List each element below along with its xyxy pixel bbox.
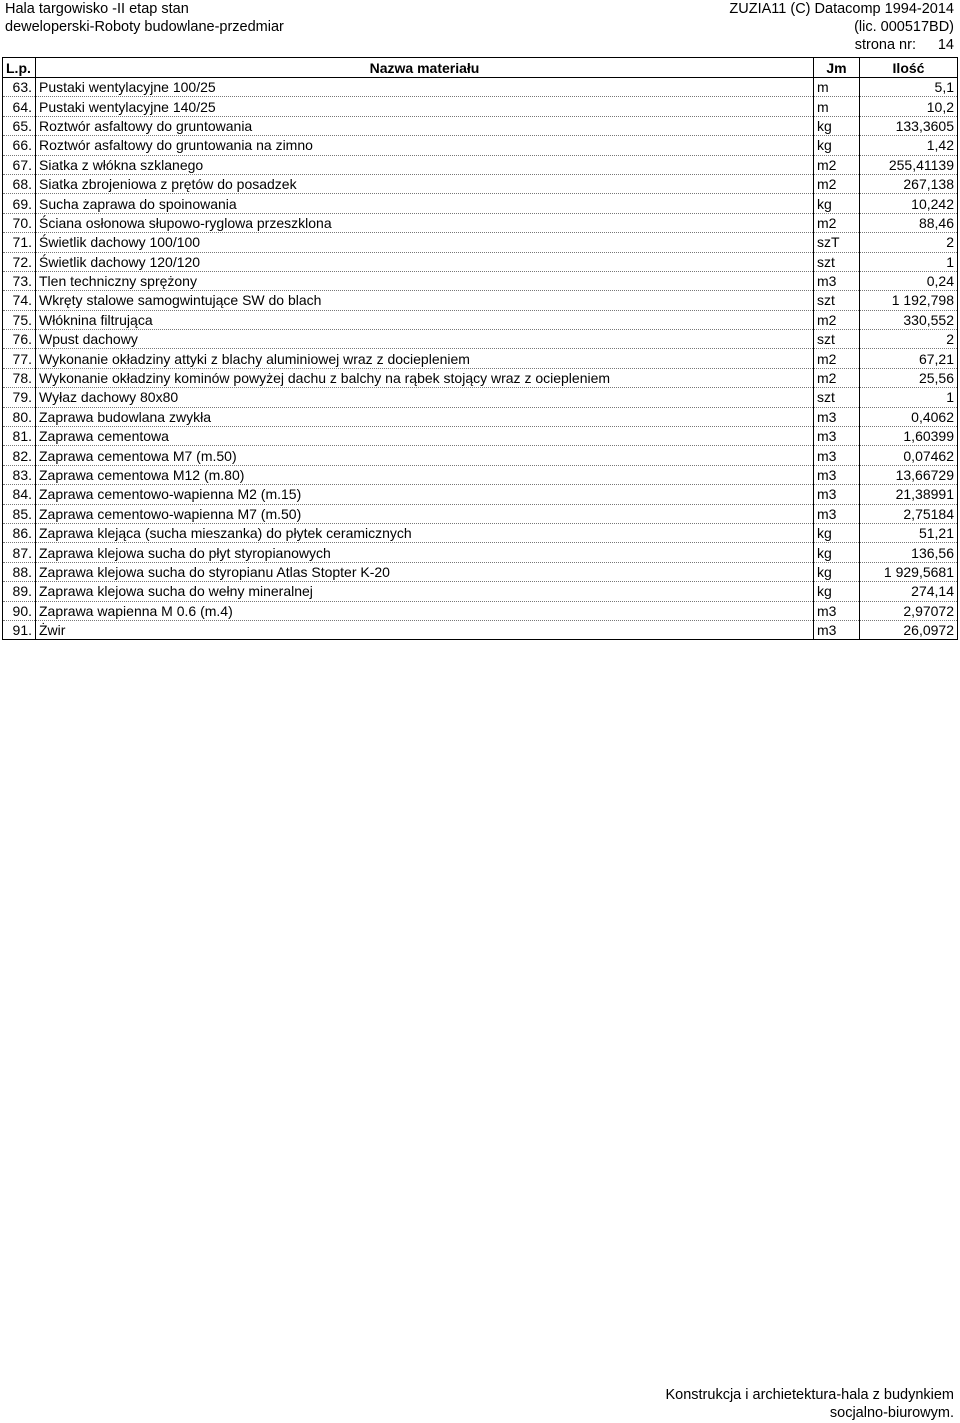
- row-quantity: 5,1: [860, 78, 958, 97]
- row-unit: kg: [814, 136, 860, 155]
- row-lp: 77.: [3, 349, 36, 368]
- row-lp: 83.: [3, 465, 36, 484]
- row-unit: m3: [814, 407, 860, 426]
- footer-line-1: Konstrukcja i archietektura-hala z budynkiem: [665, 1387, 954, 1403]
- row-unit: m3: [814, 601, 860, 620]
- table-row: [3, 291, 958, 310]
- row-name: Wkręty stalowe samogwintujące SW do blach: [36, 291, 814, 310]
- section-title: deweloperski-Roboty budowlane-przedmiar: [5, 19, 284, 35]
- page-indicator: [855, 36, 954, 54]
- table-row: [3, 543, 958, 562]
- column-header-name: Nazwa materiału: [36, 58, 814, 78]
- row-lp: 90.: [3, 601, 36, 620]
- row-quantity: 67,21: [860, 349, 958, 368]
- row-name: Sucha zaprawa do spoinowania: [36, 194, 814, 213]
- row-name: Świetlik dachowy 120/120: [36, 252, 814, 271]
- column-header-jm: Jm: [814, 58, 860, 78]
- row-unit: kg: [814, 523, 860, 542]
- row-quantity: 0,24: [860, 271, 958, 290]
- row-unit: szt: [814, 330, 860, 349]
- row-quantity: 2: [860, 233, 958, 252]
- row-unit: m3: [814, 427, 860, 446]
- row-lp: 78.: [3, 368, 36, 387]
- row-lp: 66.: [3, 136, 36, 155]
- table-row: [3, 330, 958, 349]
- row-unit: kg: [814, 116, 860, 135]
- row-name: Pustaki wentylacyjne 100/25: [36, 78, 814, 97]
- row-quantity: 2,75184: [860, 504, 958, 523]
- table-row: [3, 504, 958, 523]
- row-quantity: 255,41139: [860, 155, 958, 174]
- row-quantity: 88,46: [860, 213, 958, 232]
- row-quantity: 2: [860, 330, 958, 349]
- row-quantity: 10,2: [860, 97, 958, 116]
- row-name: Zaprawa cementowo-wapienna M7 (m.50): [36, 504, 814, 523]
- row-name: Wpust dachowy: [36, 330, 814, 349]
- table-row: [3, 523, 958, 542]
- row-quantity: 1,42: [860, 136, 958, 155]
- row-name: Siatka z włókna szklanego: [36, 155, 814, 174]
- table-row: [3, 601, 958, 620]
- row-name: Zaprawa klejowa sucha do wełny mineralnej: [36, 582, 814, 601]
- row-lp: 86.: [3, 523, 36, 542]
- table-row: [3, 78, 958, 97]
- table-row: [3, 271, 958, 290]
- row-name: Świetlik dachowy 100/100: [36, 233, 814, 252]
- row-quantity: 2,97072: [860, 601, 958, 620]
- row-unit: szt: [814, 388, 860, 407]
- row-unit: szT: [814, 233, 860, 252]
- table-row: [3, 97, 958, 116]
- row-name: Wykonanie okładziny attyki z blachy aluminiowej wraz z dociepleniem: [36, 349, 814, 368]
- row-lp: 85.: [3, 504, 36, 523]
- table-row: [3, 155, 958, 174]
- row-quantity: 0,4062: [860, 407, 958, 426]
- row-lp: 74.: [3, 291, 36, 310]
- table-row: [3, 620, 958, 639]
- row-unit: kg: [814, 543, 860, 562]
- table-row: [3, 465, 958, 484]
- row-quantity: 13,66729: [860, 465, 958, 484]
- table-body: [3, 78, 958, 640]
- table-row: [3, 116, 958, 135]
- row-lp: 79.: [3, 388, 36, 407]
- row-name: Roztwór asfaltowy do gruntowania: [36, 116, 814, 135]
- row-name: Wyłaz dachowy 80x80: [36, 388, 814, 407]
- table-row: [3, 427, 958, 446]
- row-unit: m2: [814, 368, 860, 387]
- row-quantity: 330,552: [860, 310, 958, 329]
- row-unit: kg: [814, 582, 860, 601]
- table-row: [3, 562, 958, 581]
- row-lp: 89.: [3, 582, 36, 601]
- page-label: strona nr:: [854, 37, 916, 53]
- row-lp: 67.: [3, 155, 36, 174]
- row-lp: 82.: [3, 446, 36, 465]
- footer: [665, 1386, 954, 1422]
- materials-table: [2, 57, 958, 640]
- row-lp: 81.: [3, 427, 36, 446]
- row-lp: 80.: [3, 407, 36, 426]
- table-row: [3, 136, 958, 155]
- row-lp: 69.: [3, 194, 36, 213]
- row-unit: m3: [814, 271, 860, 290]
- row-unit: m2: [814, 155, 860, 174]
- row-lp: 76.: [3, 330, 36, 349]
- row-name: Siatka zbrojeniowa z prętów do posadzek: [36, 174, 814, 193]
- row-quantity: 25,56: [860, 368, 958, 387]
- row-name: Zaprawa klejąca (sucha mieszanka) do płytek ceramicznych: [36, 523, 814, 542]
- table-row: [3, 388, 958, 407]
- row-lp: 87.: [3, 543, 36, 562]
- row-unit: kg: [814, 562, 860, 581]
- row-unit: szt: [814, 291, 860, 310]
- row-name: Tlen techniczny sprężony: [36, 271, 814, 290]
- row-unit: m3: [814, 465, 860, 484]
- table-row: [3, 349, 958, 368]
- row-name: Roztwór asfaltowy do gruntowania na zimno: [36, 136, 814, 155]
- table-row: [3, 582, 958, 601]
- row-unit: m3: [814, 620, 860, 639]
- row-lp: 75.: [3, 310, 36, 329]
- row-quantity: 1 192,798: [860, 291, 958, 310]
- table-row: [3, 233, 958, 252]
- row-name: Zaprawa klejowa sucha do płyt styropianowych: [36, 543, 814, 562]
- row-lp: 68.: [3, 174, 36, 193]
- software-info: ZUZIA11 (C) Datacomp 1994-2014: [729, 1, 954, 17]
- table-header-row: [3, 58, 958, 78]
- row-name: Ściana osłonowa słupowo-ryglowa przeszklona: [36, 213, 814, 232]
- row-unit: m2: [814, 174, 860, 193]
- row-name: Żwir: [36, 620, 814, 639]
- row-quantity: 1,60399: [860, 427, 958, 446]
- row-name: Zaprawa wapienna M 0.6 (m.4): [36, 601, 814, 620]
- row-lp: 91.: [3, 620, 36, 639]
- row-lp: 88.: [3, 562, 36, 581]
- table-row: [3, 174, 958, 193]
- row-lp: 64.: [3, 97, 36, 116]
- row-quantity: 21,38991: [860, 485, 958, 504]
- row-unit: m2: [814, 310, 860, 329]
- row-unit: m2: [814, 349, 860, 368]
- table-row: [3, 485, 958, 504]
- table-row: [3, 194, 958, 213]
- row-name: Zaprawa budowlana zwykła: [36, 407, 814, 426]
- header-left: [5, 0, 284, 36]
- licence-info: (lic. 000517BD): [854, 19, 954, 35]
- row-name: Zaprawa cementowa M7 (m.50): [36, 446, 814, 465]
- row-unit: kg: [814, 194, 860, 213]
- page-number: 14: [937, 37, 954, 53]
- row-quantity: 136,56: [860, 543, 958, 562]
- row-name: Zaprawa cementowa: [36, 427, 814, 446]
- table-row: [3, 407, 958, 426]
- row-name: Zaprawa cementowo-wapienna M2 (m.15): [36, 485, 814, 504]
- row-unit: m3: [814, 485, 860, 504]
- table-row: [3, 213, 958, 232]
- project-title: Hala targowisko -II etap stan: [5, 1, 189, 17]
- table-row: [3, 368, 958, 387]
- column-header-qty: Ilość: [860, 58, 958, 78]
- row-quantity: 267,138: [860, 174, 958, 193]
- row-lp: 72.: [3, 252, 36, 271]
- table-row: [3, 446, 958, 465]
- row-quantity: 0,07462: [860, 446, 958, 465]
- row-quantity: 51,21: [860, 523, 958, 542]
- row-unit: m: [814, 78, 860, 97]
- row-name: Włóknina filtrująca: [36, 310, 814, 329]
- row-unit: m3: [814, 504, 860, 523]
- row-name: Wykonanie okładziny kominów powyżej dachu z balchy na rąbek stojący wraz z ociepleniem: [36, 368, 814, 387]
- row-lp: 73.: [3, 271, 36, 290]
- row-quantity: 1: [860, 252, 958, 271]
- row-unit: m: [814, 97, 860, 116]
- table-row: [3, 310, 958, 329]
- row-quantity: 1: [860, 388, 958, 407]
- column-header-lp: L.p.: [3, 58, 36, 78]
- row-quantity: 10,242: [860, 194, 958, 213]
- row-name: Zaprawa cementowa M12 (m.80): [36, 465, 814, 484]
- row-name: Zaprawa klejowa sucha do styropianu Atlas Stopter K-20: [36, 562, 814, 581]
- row-lp: 70.: [3, 213, 36, 232]
- footer-line-2: socjalno-biurowym.: [829, 1405, 954, 1421]
- header-right: [729, 0, 954, 54]
- row-quantity: 274,14: [860, 582, 958, 601]
- row-lp: 84.: [3, 485, 36, 504]
- row-unit: szt: [814, 252, 860, 271]
- row-unit: m3: [814, 446, 860, 465]
- row-lp: 65.: [3, 116, 36, 135]
- row-name: Pustaki wentylacyjne 140/25: [36, 97, 814, 116]
- row-lp: 63.: [3, 78, 36, 97]
- row-quantity: 26,0972: [860, 620, 958, 639]
- row-lp: 71.: [3, 233, 36, 252]
- table-row: [3, 252, 958, 271]
- row-quantity: 1 929,5681: [860, 562, 958, 581]
- row-unit: m2: [814, 213, 860, 232]
- row-quantity: 133,3605: [860, 116, 958, 135]
